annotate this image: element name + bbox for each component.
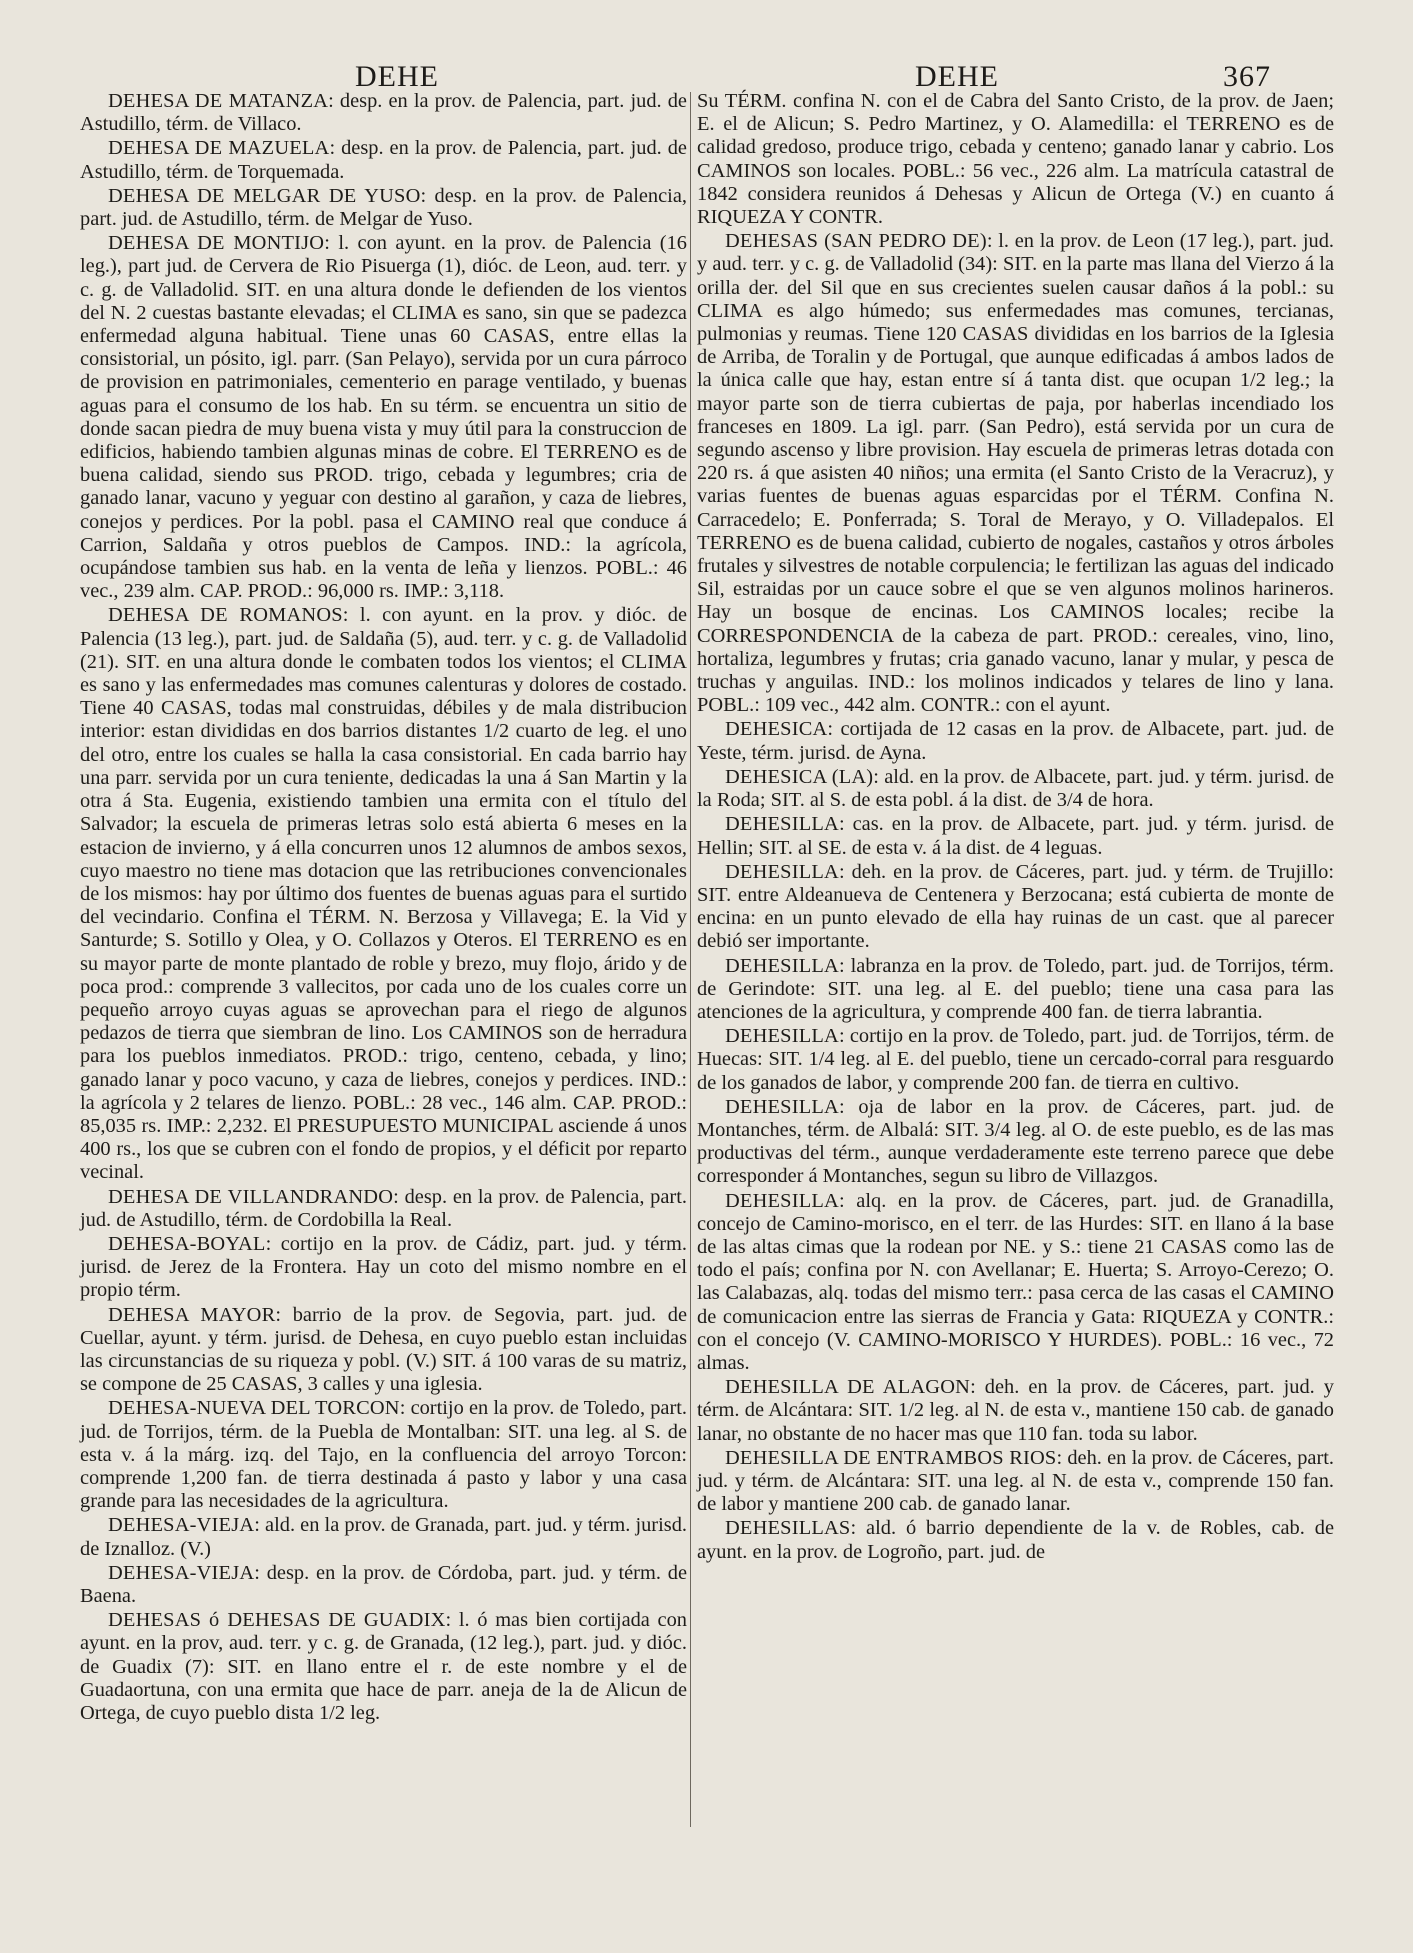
entry-headword: DEHESA MAYOR [108, 1303, 276, 1326]
dictionary-entry [697, 90, 1334, 229]
entry-headword: DEHESILLA DE ALAGON [725, 1376, 971, 1399]
entry-headword: DEHESA-VIEJA [108, 1561, 255, 1584]
entry-headword: DEHESA-BOYAL [108, 1232, 266, 1255]
entry-text: : barrio de la prov. de Segovia, part. jud. de Cuellar, ayunt. y térm. jurisd. de Dehesa, en cuyo pueblo estan incluidas las circunstancias de su riqueza y pobl. (V.) SIT. á 100 varas de su matriz, se compone de 25 CASAS, 3 calles y una iglesia. [80, 1303, 688, 1396]
entry-headword: DEHESILLA DE ENTRAMBOS RIOS [725, 1446, 1057, 1469]
right-column [697, 90, 1334, 1565]
entry-text: : l. con ayunt. en la prov. de Palencia (16 leg.), part jud. de Cervera de Rio Pisuerga (1), dióc. de Leon, aud. terr. y c. g. de Valladolid. SIT. en una altura donde le defienden de los vientos del N. 2 cuestas bastante elevadas; el CLIMA es sano, sin que se padezca enfermedad alguna habitual. Tiene unas 60 CASAS, entre ellas la consistorial, un pósito, igl. parr. (San Pelayo), servida por un cura párroco de provision en patrimoniales, cementerio en parage ventilado, y buenas aguas para el consumo de los hab. En su térm. se encuentra un sitio de donde sacan piedra de muy buena vista y muy útil para la construccion de edificios, habiendo tambien algunas minas de cobre. El TERRENO es de buena calidad, siendo sus PROD. trigo, cebada y legumbres; cria de ganado lanar, vacuno y yeguar con destino al garañon, y caza de liebres, conejos y perdices. Por la pobl. pasa el CAMINO real que conduce á Carrion, Saldaña y otros pueblos de Campos. IND.: la agrícola, ocupándose tambien sus hab. en la venta de leña y lienzos. POBL.: 46 vec., 239 alm. CAP. PROD.: 96,000 rs. IMP.: 3,118. [80, 232, 687, 603]
entry-text: : ald. ó barrio dependiente de la v. de Robles, cab. de ayunt. en la prov. de Logroño, part. jud. de [697, 1517, 1334, 1563]
entry-headword: DEHESILLAS [725, 1517, 851, 1540]
entry-headword: DEHESA-NUEVA DEL TORCON [108, 1397, 400, 1420]
dictionary-entry [80, 1186, 687, 1232]
entry-headword: DEHESA-VIEJA [108, 1514, 255, 1537]
entry-headword: DEHESAS ó DEHESAS DE GUADIX [108, 1609, 446, 1632]
entry-headword: DEHESA DE MAZUELA [108, 137, 330, 160]
entry-text: : ald. en la prov. de Granada, part. jud. y térm. jurisd. de Iznalloz. (V.) [80, 1514, 687, 1560]
dictionary-entry [80, 185, 687, 231]
entry-text: : desp. en la prov. de Palencia, part. jud. de Astudillo, térm. de Melgar de Yuso. [80, 184, 687, 231]
entry-headword: DEHESILLA [725, 954, 839, 977]
entry-headword: DEHESA DE ROMANOS [108, 604, 343, 627]
entry-headword: DEHESILLA [725, 1189, 839, 1212]
dictionary-entry [80, 232, 687, 603]
dictionary-entry [697, 955, 1334, 1025]
dictionary-entry [697, 813, 1334, 859]
right-running-head: DEHE [915, 60, 999, 93]
entry-headword: DEHESA DE MONTIJO [108, 232, 325, 255]
entry-text: : desp. en la prov. de Palencia, part. jud. de Astudillo, térm. de Torquemada. [80, 137, 687, 183]
dictionary-entry [80, 90, 687, 136]
entry-text: : alq. en la prov. de Cáceres, part. jud. de Granadilla, concejo de Camino-morisco, en el terr. de las Hurdes: SIT. en llano á la base de las altas cimas que la rodean por NE. y S.: tiene 21 CASAS como las de todo el país; confina por N. con Avellanar; E. Huerta; S. Arroyo-Cerezo; O. las Calabazas, alq. todas del mismo terr.: pasa cerca de las casas el CAMINO de comunicacion entre las sierras de Francia y Gata: RIQUEZA y CONTR.: con el concejo (V. CAMINO-MORISCO Y HURDES). POBL.: 16 vec., 72 almas. [697, 1189, 1334, 1374]
dictionary-entry [80, 137, 687, 183]
dictionary-entry [697, 861, 1334, 954]
entry-headword: DEHESILLA [725, 860, 839, 883]
entry-headword: DEHESICA (LA) [725, 765, 874, 788]
entry-text: : cortijo en la prov. de Toledo, part. jud. de Torrijos, térm. de la Puebla de Montalban: SIT. una leg. al S. de esta v. á la márg. izq. del Tajo, en la confluencia del arroyo Torcon: comprende 1,200 fan. de tierra destinada á pasto y labor y una casa grande para las necesidades de la agricultura. [80, 1397, 687, 1513]
dictionary-entry [697, 1096, 1334, 1189]
dictionary-entry [80, 1233, 687, 1303]
entry-text: : cas. en la prov. de Albacete, part. jud. y térm. jurisd. de Hellin; SIT. al SE. de esta v. á la dist. de 4 leguas. [697, 813, 1334, 859]
column-divider [690, 92, 691, 1827]
entry-text: : desp. en la prov. de Córdoba, part. jud. y térm. de Baena. [80, 1561, 687, 1607]
entry-text: : cortijo en la prov. de Toledo, part. jud. de Torrijos, térm. de Huecas: SIT. 1/4 leg. al E. del pueblo, tiene un cercado-corral para resguardo de los ganados de labor, y comprende 200 fan. de tierra en cultivo. [697, 1025, 1334, 1094]
entry-text: : cortijo en la prov. de Cádiz, part. jud. y térm. jurisd. de Jerez de la Frontera. Hay un coto del mismo nombre en el propio térm. [80, 1232, 687, 1302]
entry-text: : deh. en la prov. de Cáceres, part. jud. y térm. de Trujillo: SIT. entre Aldeanueva de Centenera y Berzocana; está cubierta de monte de encina: en un punto elevado de ella hay ruinas de un cast. que al parecer debió ser importante. [697, 860, 1334, 953]
entry-headword: DEHESA DE MELGAR DE YUSO [108, 184, 421, 207]
dictionary-entry [80, 1397, 687, 1513]
dictionary-entry [697, 1025, 1334, 1095]
left-column [80, 90, 687, 1726]
entry-text: : l. ó mas bien cortijada con ayunt. en la prov, aud. terr. y c. g. de Granada, (12 leg.), part. jud. y dióc. de Guadix (7): SIT. en llano entre el r. de este nombre y el de Guadaortuna, con una ermita que hace de parr. aneja de la de Alicun de Ortega, de cuyo pueblo dista 1/2 leg. [80, 1609, 687, 1725]
dictionary-entry [697, 766, 1334, 812]
entry-text: : deh. en la prov. de Cáceres, part. jud. y térm. de Alcántara: SIT. una leg. al N. de esta v., comprende 150 fan. de labor y mantiene 200 cab. de ganado lanar. [697, 1446, 1334, 1516]
dictionary-entry [697, 230, 1334, 717]
entry-text: : cortijada de 12 casas en la prov. de Albacete, part. jud. de Yeste, térm. jurisd. de Ayna. [697, 718, 1334, 764]
entry-headword: DEHESA DE VILLANDRANDO [108, 1185, 394, 1208]
entry-text: : desp. en la prov. de Palencia, part. jud. de Astudillo, térm. de Cordobilla la Real. [80, 1185, 687, 1231]
entry-text: : desp. en la prov. de Palencia, part. jud. de Astudillo, térm. de Villaco. [80, 90, 687, 136]
dictionary-entry [697, 1447, 1334, 1517]
dictionary-entry [80, 1514, 687, 1560]
entry-headword: DEHESAS (SAN PEDRO DE) [725, 230, 987, 253]
entry-headword: DEHESILLA [725, 1095, 839, 1118]
dictionary-entry [80, 1304, 687, 1397]
dictionary-entry [80, 1562, 687, 1608]
left-running-head: DEHE [355, 60, 439, 93]
entry-text: : l. con ayunt. en la prov. y dióc. de Palencia (13 leg.), part. jud. de Saldaña (5), aud. terr. y c. g. de Valladolid (21). SIT. en una altura donde le combaten todos los vientos; el CLIMA es sano y las enfermedades mas comunes calenturas y dolores de costado. Tiene 40 CASAS, todas mal construidas, débiles y de mala distribucion interior: estan divididas en dos barrios distantes 1/2 cuarto de leg. el uno del otro, entre los cuales se halla la casa consistorial. En cada barrio hay una parr. servida por un cura teniente, dedicadas la una á San Martin y la otra á Sta. Eugenia, existiendo tambien una ermita con el título del Salvador; la escuela de primeras letras solo está abierta 6 meses en la estacion de invierno, y á ella concurren unos 12 alumnos de ambos sexos, cuyo maestro no tiene mas dotacion que las retribuciones convencionales de los mismos: hay por último dos fuentes de buenas aguas para el surtido del vecindario. Confina el TÉRM. N. Berzosa y Villavega; E. la Vid y Santurde; S. Sotillo y Olea, y O. Collazos y Oteros. El TERRENO es en su mayor parte de monte plantado de roble y brezo, muy flojo, árido y de poca prod.: comprende 3 vallecitos, por cada uno de los cuales corre un pequeño arroyo cuyas aguas se aprovechan para el riego de algunos pedazos de tierra que siembran de lino. Los CAMINOS son de herradura para los pueblos inmediatos. PROD.: trigo, centeno, cebada, y lino; ganado lanar y poco vacuno, y caza de liebres, conejos y perdices. IND.: la agrícola y 2 telares de lienzo. POBL.: 28 vec., 146 alm. CAP. PROD.: 85,035 rs. IMP.: 2,232. El PRESUPUESTO MUNICIPAL asciende á unos 400 rs., los que se cubren con el fondo de propios, y el déficit por reparto vecinal. [80, 604, 687, 1184]
entry-headword: DEHESICA [725, 718, 828, 741]
dictionary-entry [80, 1609, 687, 1725]
entry-headword: DEHESA DE MATANZA [108, 90, 329, 112]
entry-text: : l. en la prov. de Leon (17 leg.), part. jud. y aud. terr. y c. g. de Valladolid (34): SIT. en la parte mas llana del Vierzo á la orilla der. del Sil que en sus crecientes suelen causar daños á la pobl.: su CLIMA es algo húmedo; sus enfermedades mas comunes, tercianas, pulmonias y reumas. Tiene 120 CASAS divididas en los barrios de la Iglesia de Arriba, de Toralin y de Portugal, que aunque edificadas á ambos lados de la única calle que hay, estan entre sí á tanta dist. que ocupan 1/2 leg.; la mayor parte son de tierra cubiertas de paja, por haberlas incendiado los franceses en 1809. La igl. parr. (San Pedro), está servida por un cura de segundo ascenso y libre provision. Hay escuela de primeras letras dotada con 220 rs. á que asisten 40 niños; una ermita (el Santo Cristo de la Veracruz), y varias fuentes de buenas aguas esparcidas por el TÉRM. Confina N. Carracedelo; E. Ponferrada; S. Toral de Merayo, y O. Villadepalos. El TERRENO es de buena calidad, cubierto de nogales, castaños y otros árboles frutales y silvestres de notable corpulencia; le fertilizan las aguas del indicado Sil, estraidas por un cauce sobre el que se ven algunos molinos harineros. Hay un bosque de encinas. Los CAMINOS locales; recibe la CORRESPONDENCIA de la cabeza de part. PROD.: cereales, vino, lino, hortaliza, legumbres y frutas; cria ganado vacuno, lanar y mular, y pesca de truchas y anguilas. IND.: los molinos indicados y telares de lino y lana. POBL.: 109 vec., 442 alm. CONTR.: con el ayunt. [697, 230, 1334, 717]
dictionary-entry [697, 1190, 1334, 1376]
entry-headword: DEHESILLA [725, 813, 839, 836]
page-number: 367 [1223, 60, 1271, 93]
entry-text: : oja de labor en la prov. de Cáceres, part. jud. de Montanches, térm. de Albalá: SIT. 3/4 leg. al O. de este pueblo, es de las mas productivas del térm., aunque verdaderamente este terreno parece que debe corresponder á Montanches, segun su libro de Villazgos. [697, 1095, 1334, 1188]
entry-text: Su TÉRM. confina N. con el de Cabra del Santo Cristo, de la prov. de Jaen; E. el de Alicun; S. Pedro Martinez, y O. Alamedilla: el TERRENO es de calidad gredoso, produce trigo, cebada y centeno; ganado lanar y cabrio. Los CAMINOS son locales. POBL.: 56 vec., 226 alm. La matrícula catastral de 1842 considera reunidos á Dehesas y Alicun de Ortega (V.) en cuanto á RIQUEZA Y CONTR. [697, 90, 1334, 229]
dictionary-entry [697, 1517, 1334, 1563]
dictionary-entry [80, 604, 687, 1184]
dictionary-entry [697, 1376, 1334, 1446]
entry-text: : deh. en la prov. de Cáceres, part. jud. y térm. de Alcántara: SIT. 1/2 leg. al N. de esta v., mantiene 150 cab. de ganado lanar, no obstante de no hacer mas que 110 fan. toda su labor. [697, 1376, 1334, 1445]
entry-text: : ald. en la prov. de Albacete, part. jud. y térm. jurisd. de la Roda; SIT. al S. de esta pobl. á la dist. de 3/4 de hora. [697, 765, 1334, 812]
entry-headword: DEHESILLA [725, 1025, 839, 1048]
entry-text: : labranza en la prov. de Toledo, part. jud. de Torrijos, térm. de Gerindote: SIT. una leg. al E. del pueblo; tiene una casa para las atenciones de la agricultura, y comprende 400 fan. de tierra labrantia. [697, 954, 1334, 1023]
dictionary-entry [697, 718, 1334, 764]
